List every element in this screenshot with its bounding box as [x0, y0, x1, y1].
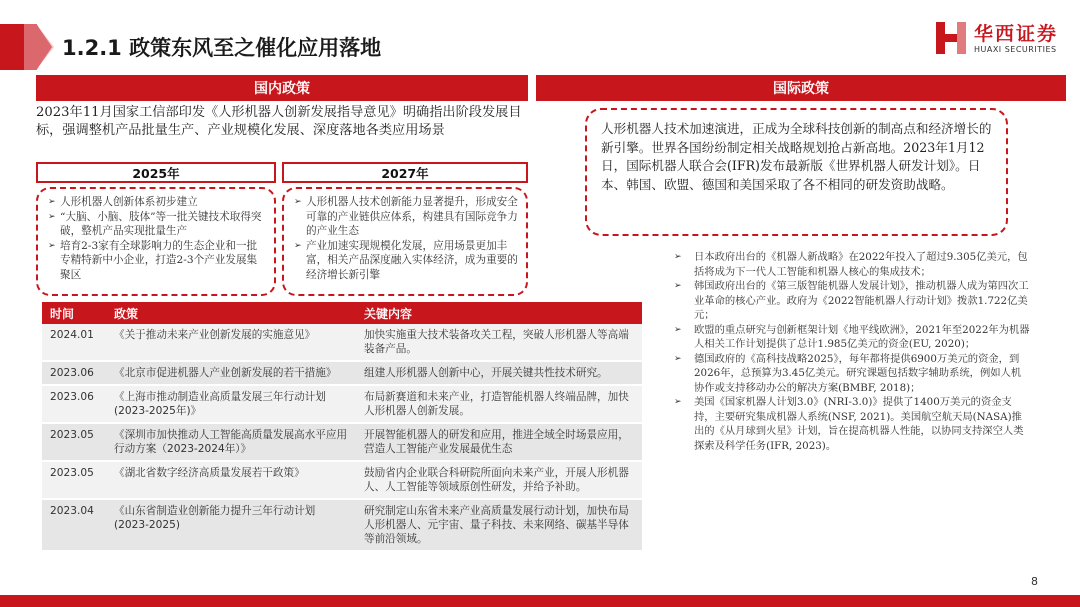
logo-name-en: HUAXI SECURITIES	[973, 44, 1057, 54]
domestic-policy-table	[42, 302, 642, 552]
international-intro-box: 人形机器人技术加速演进，正成为全球科技创新的制高点和经济增长的新引擎。世界各国纷纷制定相关战略规划抢占新高地。2023年1月12日，国际机器人联合会(IFR)发布最新版《世界机器人研发计划》。日本、韩国、欧盟、德国和美国采取了各不相同的研发资助战略。	[585, 108, 1008, 236]
domestic-intro: 2023年11月国家工信部印发《人形机器人创新发展指导意见》明确指出阶段发展目标，强调整机产品批量生产、产业规模化发展、深度落地各类应用场景	[36, 105, 522, 138]
cell-date: 2023.06	[42, 361, 106, 385]
table-row	[42, 423, 642, 461]
cell-policy: 《关于推动未来产业创新发展的实施意见》	[106, 324, 356, 361]
table-row	[42, 461, 642, 499]
cell-content: 鼓励省内企业联合科研院所面向未来产业，开展人形机器人、人工智能等领域原创性研发，并给予补助。	[356, 461, 642, 499]
page-title: 1.2.1 政策东风至之催化应用落地	[62, 36, 382, 60]
footer-bar	[0, 595, 1080, 607]
title-bar	[0, 24, 900, 70]
table-row	[42, 324, 642, 361]
cell-date: 2023.06	[42, 385, 106, 423]
cell-content: 组建人形机器人创新中心，开展关键共性技术研究。	[356, 361, 642, 385]
cell-content: 布局新赛道和未来产业，打造智能机器人终端品牌，加快人形机器人创新发展。	[356, 385, 642, 423]
cell-content: 加快实施重大技术装备攻关工程，突破人形机器人等高端装备产品。	[356, 324, 642, 361]
page-number: 8	[1031, 575, 1038, 588]
cell-date: 2023.05	[42, 461, 106, 499]
goal-box-2025	[36, 187, 276, 296]
logo-mark-icon	[934, 18, 968, 58]
goal-item: ➢ “大脑、小脑、肢体”等一批关键技术取得突破，整机产品实现批量生产	[48, 210, 266, 239]
goal-box-2027	[282, 187, 528, 296]
cell-policy: 《山东省制造业创新能力提升三年行动计划(2023-2025)	[106, 499, 356, 551]
cell-date: 2023.05	[42, 423, 106, 461]
table-row	[42, 385, 642, 423]
list-item: ➢ 美国《国家机器人计划3.0》(NRI-3.0)》提供了1400万美元的资金支持，主要研究集成机器人系统(NSF, 2021)。美国航空航天局(NASA)推出的《从月球到火星》计划，旨在提高机器人性能，以协同支持深空人类探索及科学任务(IFR, 2023)。	[674, 395, 1030, 453]
cell-policy: 《上海市推动制造业高质量发展三年行动计划(2023-2025年)》	[106, 385, 356, 423]
goal-item: ➢ 人形机器人创新体系初步建立	[48, 195, 266, 210]
cell-content: 研究制定山东省未来产业高质量发展行动计划，加快布局人形机器人、元宇宙、量子科技、未来网络、碳基半导体等前沿领域。	[356, 499, 642, 551]
goal-year-2027: 2027年	[282, 162, 528, 183]
logo-name-cn: 华西证券	[973, 22, 1058, 45]
column-header-policy: 政策	[106, 302, 356, 324]
list-item: ➢ 日本政府出台的《机器人新战略》在2022年投入了超过9.305亿美元，包括将成为下一代人工智能和机器人核心的集成技术；	[674, 250, 1030, 279]
title-chevron-accent-icon	[24, 24, 54, 70]
international-policy-list	[674, 250, 1030, 453]
goal-item: ➢ 人形机器人技术创新能力显著提升，形成安全可靠的产业链供应体系，构建具有国际竞争力的产业生态	[294, 195, 518, 239]
cell-content: 开展智能机器人的研发和应用，推进全域全时场景应用，营造人工智能产业发展最优生态	[356, 423, 642, 461]
cell-date: 2023.04	[42, 499, 106, 551]
column-header-content: 关键内容	[356, 302, 642, 324]
table-row	[42, 499, 642, 551]
column-header-date: 时间	[42, 302, 106, 324]
cell-date: 2024.01	[42, 324, 106, 361]
goal-year-2025: 2025年	[36, 162, 276, 183]
list-item: ➢ 欧盟的重点研究与创新框架计划《地平线欧洲》，2021年至2022年为机器人相关工作计划提供了总计1.985亿美元的资金(EU, 2020)；	[674, 323, 1030, 352]
table-header-row	[42, 302, 642, 324]
cell-policy: 《湖北省数字经济高质量发展若干政策》	[106, 461, 356, 499]
list-item: ➢ 德国政府的《高科技战略2025》，每年都将提供6900万美元的资金，到2026年，总预算为3.45亿美元。研究课题包括数字辅助系统，例如人机协作或支持移动办公的解决方案(BMBF, 2018)；	[674, 352, 1030, 396]
company-logo	[934, 18, 1058, 58]
cell-policy: 《深圳市加快推动人工智能高质量发展高水平应用行动方案（2023-2024年）》	[106, 423, 356, 461]
domestic-policy-heading: 国内政策	[36, 75, 528, 101]
goal-item: ➢ 产业加速实现规模化发展，应用场景更加丰富，相关产品深度融入实体经济，成为重要的经济增长新引擎	[294, 239, 518, 283]
international-policy-heading: 国际政策	[536, 75, 1066, 101]
table-row	[42, 361, 642, 385]
list-item: ➢ 韩国政府出台的《第三版智能机器人发展计划》，推动机器人成为第四次工业革命的核心产业。政府为《2022智能机器人行动计划》拨款1.722亿美元；	[674, 279, 1030, 323]
goal-item: ➢ 培育2-3家有全球影响力的生态企业和一批专精特新中小企业，打造2-3个产业发展集聚区	[48, 239, 266, 283]
cell-policy: 《北京市促进机器人产业创新发展的若干措施》	[106, 361, 356, 385]
